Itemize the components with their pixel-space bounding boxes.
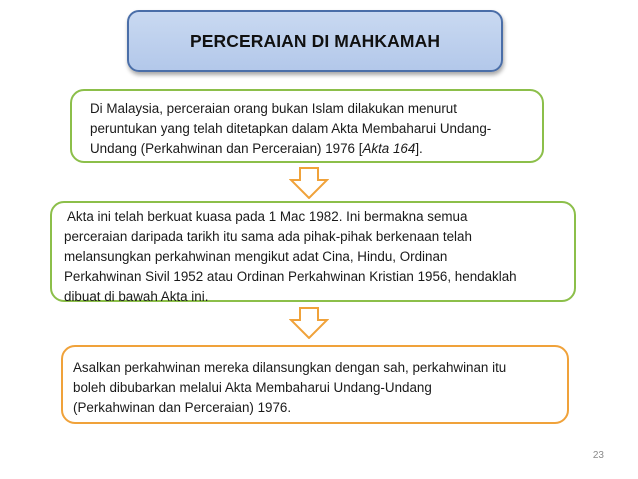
act-reference: Akta 164: [362, 141, 416, 156]
down-arrow-icon: [289, 167, 329, 199]
box1-line-3: [90, 139, 532, 159]
box2-line-5: dibuat di bawah Akta ini.: [64, 289, 209, 304]
box3-line-3: (Perkahwinan dan Perceraian) 1976.: [73, 400, 292, 415]
page-title: PERCERAIAN DI MAHKAMAH: [189, 30, 441, 51]
box1-line-3-pre: Undang (Perkahwinan dan Perceraian) 1976 [: [90, 141, 363, 156]
box2-line-1: Akta ini telah berkuat kuasa pada 1 Mac 1982. Ini bermakna semua: [64, 209, 468, 224]
box1-line-2: peruntukan yang telah ditetapkan dalam Akta Membaharui Undang-: [90, 121, 492, 136]
box3-line-2: boleh dibubarkan melalui Akta Membaharui Undang-Undang: [73, 380, 432, 395]
page-number: 23: [592, 450, 604, 461]
text-box-1: [70, 89, 544, 163]
box1-line-3-post: ].: [415, 141, 423, 156]
box1-line-1: Di Malaysia, perceraian orang bukan Islam dilakukan menurut: [90, 101, 457, 116]
text-box-2: [50, 201, 576, 302]
title-box: [127, 10, 503, 72]
text-box-3: [61, 345, 569, 424]
down-arrow-icon: [289, 307, 329, 339]
box3-line-1: Asalkan perkahwinan mereka dilansungkan dengan sah, perkahwinan itu: [73, 360, 507, 375]
box2-line-4: Perkahwinan Sivil 1952 atau Ordinan Perkahwinan Kristian 1956, hendaklah: [64, 269, 517, 284]
box2-line-2: perceraian daripada tarikh itu sama ada pihak-pihak berkenaan telah: [64, 229, 472, 244]
box2-line-3: melansungkan perkahwinan mengikut adat Cina, Hindu, Ordinan: [64, 249, 448, 264]
